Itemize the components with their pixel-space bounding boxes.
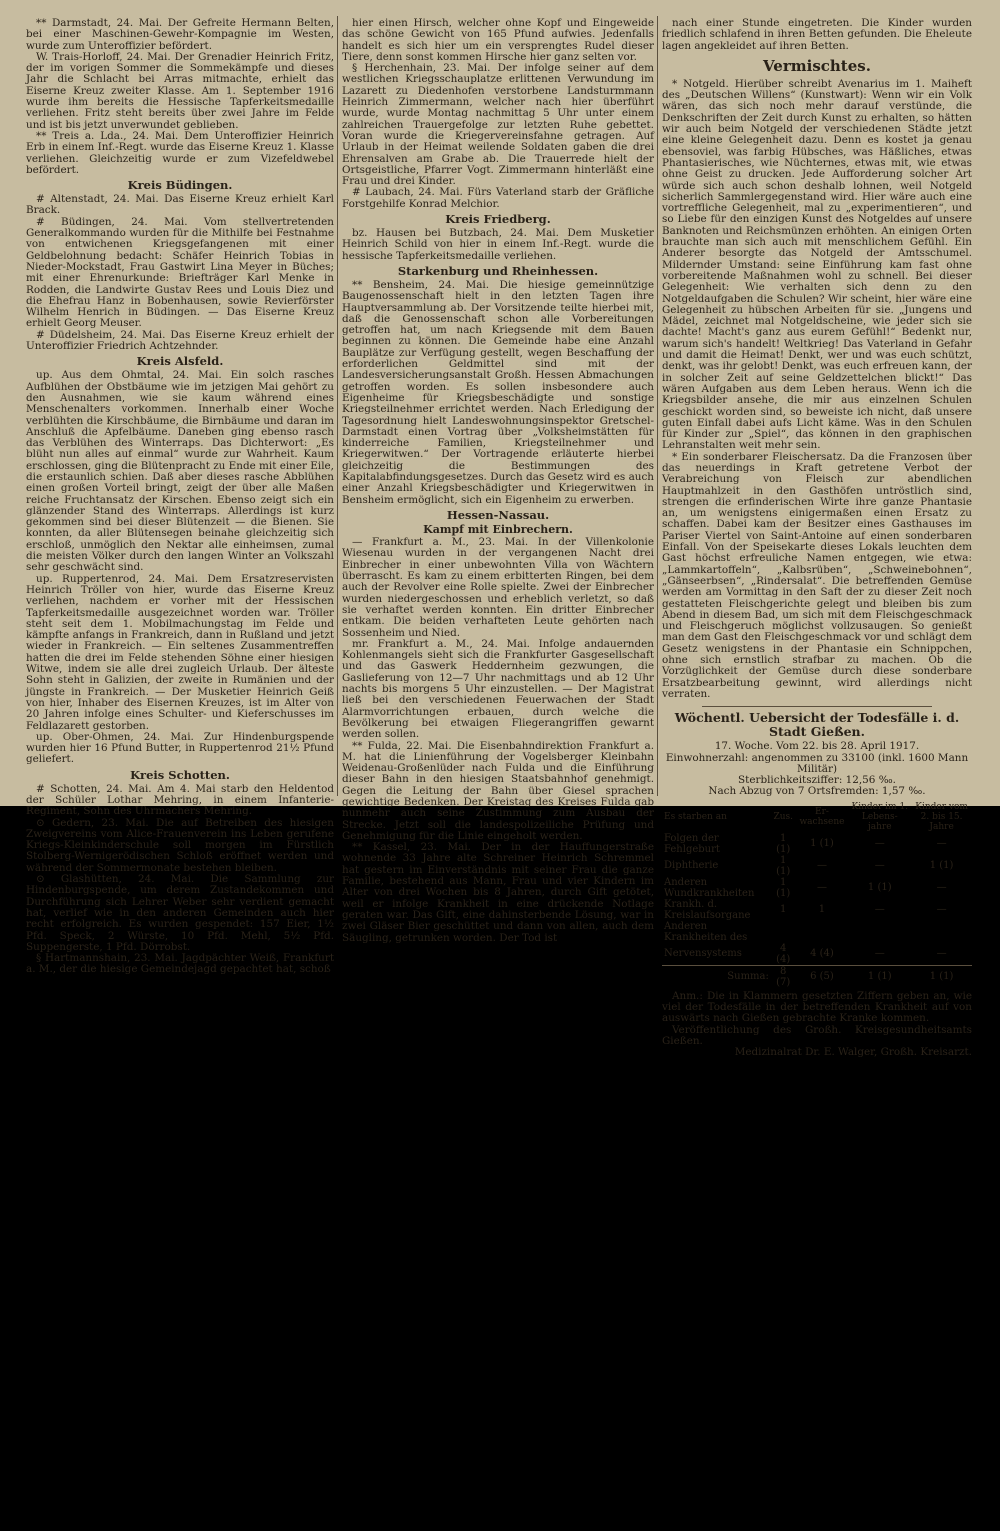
article-paragraph: ** Kassel, 23. Mai. Der in der Hauffungerstraße wohnende 33 Jahre alte Schreiner Heinrich Schremmel hat gestern im Einverständnis mit seiner Frau die ganze Familie, bestehend aus Mann, Frau und vier Kindern im Alter von drei Wochen bis 8 Jahren, durch Gift getötet, weil er infolge Krankheit in eine drückende Notlage geraten war. Das Gift, eine dahinsterbende Lösung, war in zwei Gläser Bier geschüttet und dann von allen, auch dem Säugling, getrunken worden. Der Tod ist [342,841,654,944]
table-row [662,899,972,921]
article-paragraph: up. Ober-Ohmen, 24. Mai. Zur Hindenburgspende wurden hier 16 Pfund Butter, in Ruppertenrod 21½ Pfund geliefert. [26,730,334,766]
section-heading: Starkenburg und Rheinhessen. [397,263,599,278]
column-3 [662,17,972,1059]
table-row [662,855,972,877]
table-cell: 1 (1) [848,965,911,988]
table-cell: 1 [780,904,787,916]
table-row [662,877,972,899]
stats-header-cell: Zus. [773,811,793,822]
stats-population: Einwohnerzahl: angenommen zu 33100 (inkl. 1600 Mann Militär) [665,751,969,775]
table-cell: 1 (1) [776,876,791,899]
table-cell: 1 (1) [929,860,954,872]
column-3-articles [662,18,972,700]
column-rule [337,16,338,796]
section-heading: Kreis Schotten. [130,767,230,782]
article-paragraph: § Herchenhain, 23. Mai. Der infolge seiner auf dem westlichen Kriegsschauplatze erlittenen Verwundung im Lazarett zu Diedenhofen verstorbene Landsturmmann Heinrich Zimmermann, welcher nach hier überführt wurde, wurde Montag nachmittag 5 Uhr unter einem zahlreichen Trauergefolge zur letzten Ruhe gebettet. Voran wurde die Kriegervereinsfahne getragen. Auf Urlaub in der Heimat weilende Soldaten gaben die drei Ehrensalven am Grabe ab. Die Trauerrede hielt der Ortsgeistliche, Pfarrer Vogt. Zimmermann hinterläßt eine Frau und drei Kinder. [342,62,654,188]
table-cell: 1 [818,904,826,916]
table-cell: — [874,838,885,850]
table-cell: Folgen der Fehlgeburt [664,832,720,855]
stats-publisher: Veröffentlichung des Großh. Kreisgesundheitsamts Gießen. [662,1023,972,1047]
table-cell [848,921,911,943]
section-heading: Kreis Friedberg. [445,212,551,227]
article-paragraph: * Ein sonderbarer Fleischersatz. Da die Franzosen über das neuerdings in Kraft getretene Verbot der Verabreichung von Fleisch zur abendlichen Hauptmahlzeit in den Gasthöfen untröstlich sind, strengen die erfinderischen Wirte ihre ganze Phantasie an, um wenigstens einigermaßen einen Ersatz zu schaffen. Dabei kam der Besitzer eines Gasthauses im Pariser Viertel von Saint-Antoine auf einen sonderbaren Einfall. Von der Speisekarte dieses Lokals leuchten dem Gast höchst erfreuliche Namen entgegen, wie etwa: „Lammkartoffeln“, „Kalbsrüben“, „Schweinebohnen“, „Gänseerbsen“, „Rindersalat“. Die betreffenden Gemüse werden am Vormittag in den Saft der zu dieser Zeit noch gestatteten Fleischgerichte gelegt und bleiben bis zum Abend in diesem Bad, um sich mit dem Fleischgeschmack und Fleischgeruch möglichst vollzusaugen. So genießt man dem Gast den Fleischgeschmack vor und schlägt dem Gesetz wenigstens in der Phantasie ein Schnippchen, ohne sich ernstlich strafbar zu machen. Ob die Vorzüglichkeit der Gemüse durch diese sonderbare Ersatzbearbeitung gewinnt, wird allerdings nicht verraten. [662,450,972,700]
article-paragraph: # Düdelsheim, 24. Mai. Das Eiserne Kreuz erhielt der Unteroffizier Friedrich Achtzehnder. [26,328,334,353]
table-cell: — [816,860,827,872]
table-row [662,833,972,855]
article-paragraph: up. Ruppertenrod, 24. Mai. Dem Ersatzreservisten Heinrich Tröller von hier, wurde das Eiserne Kreuz verliehen, nachdem er vorher mit der Hessischen Tapferkeitsmedaille ausgezeichnet worden war. Tröller steht seit dem 1. Mobilmachungstag im Felde und kämpfte anfangs in Frankreich, dann in Rußland und jetzt wieder in Frankreich. — Ein seltenes Zusammentreffen hatten die drei im Felde stehenden Söhne einer hiesigen Witwe, indem sie alle drei zugleich Urlaub. Der älteste Sohn steht in Galizien, der zweite in Rumänien und der jüngste in Frankreich. — Der Musketier Heinrich Geiß von hier, Inhaber des Eisernen Kreuzes, ist im Alter von 20 Jahren infolge eines Schulter- und Kieferschusses im Feldlazarett gestorben. [26,572,334,732]
article-paragraph: # Altenstadt, 24. Mai. Das Eiserne Kreuz erhielt Karl Brack. [26,193,334,217]
table-cell [796,921,849,943]
article-paragraph: mr. Frankfurt a. M., 24. Mai. Infolge andauernden Kohlenmangels sieht sich die Frankfurter Gasgesellschaft und das Gaswerk Heddernheim gezwungen, die Gaslieferung von 12—7 Uhr nachmittags und ab 12 Uhr nachts bis morgens 5 Uhr einzustellen. — Der Magistrat ließ bei den verschiedenen Feuerwachen der Stadt Alarmvorrichtungen erbauen, durch welche die Bevölkerung bei etwaigen Fliegerangriffen gewarnt werden sollen. [342,637,654,741]
table-cell: 8 (7) [771,965,796,988]
section-heading: Vermischtes. [763,56,871,75]
article-paragraph: up. Aus dem Ohmtal, 24. Mai. Ein solch rasches Aufblühen der Obstbäume wie im jetzigen Mai gehört zu den Ausnahmen, wie sie kaum während eines Menschenalters vorkommen. Innerhalb einer Woche verblühten die Kirschbäume, die Birnbäume und daran im Anschluß die Apfelbäume. Daneben ging ebenso rasch das Verblühen des Winterraps. Das Dichterwort: „Es blüht nun alles auf einmal“ wurde zur Wahrheit. Kaum erschlossen, ging die Blütenpracht zu Ende mit einer Eile, die erstaunlich schien. Daß aber dieses rasche Abblühen einen großen Vorteil bringt, zeigt der über alle Maßen reiche Fruchtansatz der Kirschen. Ebenso zeigt sich ein glänzender Stand des Winterraps. Allerdings ist kurz gekommen sind bei dieser Blütenzeit — die Bienen. Sie konnten, da aller Blütensegen beinahe gleichzeitig sich erschloß, unmöglich den Nektar alle einheimsen, zumal die meisten Völker durch den langen Winter an Volkszahl sehr geschwächt sind. [26,369,334,574]
article-paragraph: hier einen Hirsch, welcher ohne Kopf und Eingeweide das schöne Gewicht von 165 Pfund aufwies. Jedenfalls handelt es sich hier um ein versprengtes Rudel dieser Tiere, denn sonst kommen Hirsche hier ganz selten vor. [342,17,654,63]
stats-mortality: Sterblichkeitsziffer: 12,56 ‰. [738,774,896,787]
column-rule [657,16,658,796]
table-cell [771,921,796,943]
section-heading: Kreis Alsfeld. [136,354,224,369]
table-cell: 1 (1) [911,965,972,988]
stats-header-row [662,801,972,833]
table-cell: 1 (1) [810,838,834,850]
stats-signature: Medizinalrat Dr. E. Walger, Großh. Kreisarzt. [734,1046,972,1059]
stats-header-cell: Er-wachsene [799,806,845,827]
section-heading: Hessen-Nassau. [446,507,550,522]
table-cell: 4 (4) [810,948,834,960]
table-row [662,943,972,966]
table-cell: — [874,948,885,960]
article-paragraph: ⊙ Glashütten, 24. Mai. Die Sammlung zur Hindenburgspende, um derem Zustandekommen und Durchführung sich Lehrer Weber sehr verdient gemacht hat, verlief wie in den anderen Gemeinden auch hier recht erfolgreich. Es wurden gespendet: 157 Eier, 1½ Pfd. Speck, 2 Würste, 10 Pfd. Mehl, 5½ Pfd. Suppengerste, 1 Pfd. Dörrobst. [26,873,334,953]
divider [702,706,932,707]
table-cell: Diphtherie [664,860,719,872]
stats-body [662,833,972,988]
table-cell: 4 (4) [776,942,791,965]
table-cell [911,921,972,943]
column-1 [26,17,334,976]
article-paragraph: * Notgeld. Hierüber schreibt Avenarius im 1. Maiheft des „Deutschen Willens“ (Kunstwart): Wenn wir ein Volk wären, das sich noch mehr darauf verstünde, die Denkschriften der Zeit durch Kunst zu erhalten, so hätten wir auch beim Notgeld der verschiedenen Städte jetzt eine kleine Gelegenheit dazu. Denn es kostet ja genau ebensoviel, was farbig Hübsches, was Häßliches, etwas Phantasierisches, wie Nüchternes, etwas mit, wie etwas ohne Geist zu drucken. Jede Aufforderung solcher Art würde sich auch schon deshalb lohnen, weil Notgeld sicherlich Sammlergegenstand wird. Hier wäre auch eine vortreffliche Gelegenheit, mal zu „experimentieren“, und so Liebe für den einzigen Kunst des Notgeldes auf unsere Banknoten und Reichsmünzen erhöhten. An einigen Orten brauchte man sich auch mit menschlichem Gefühl. Ein Anderer besorgte das Notgeld der Amtsschumel. Mildernder Umstand: seine Einführung kam fast ohne vorbereitende Maßnahmen wohl zu schnell. Bei dieser Gelegenheit: Wie verhalten sich denn zu den Notgeldaufgaben die Schulen? Wir scheint, hier wäre eine Gelegenheit zu hübschen Arbeiten für sie. „Jungens und Mädel, zeichnet mal Notgeldscheine, wie jeder sich sie dachte! Macht's ganz aus eurem Gefühl!“ Bedenkt nur, warum sich's handelt! Weltkrieg! Das Vaterland in Gefahr und damit die Heimat! Denkt, wer und was euch schützt, denkt, was ihr gelobt! Denkt, was euch erfreuen kann, der in solcher Zeit auf seine Geldzettelchen blickt!“ Das wären Aufgaben aus dem Leben heraus. Wenn ich die Kriegsbilder ansehe, die mir aus einzelnen Schulen geschickt worden sind, so beweiste ich nicht, daß unsere guten Einfall dabei aufs Licht käme. Was in den Schulen für Kinder zur „Spiel“, das können in den graphischen Lehranstalten weit mehr sein. [662,77,972,452]
stats-header-cell: Es starben an [664,811,727,822]
table-sum-row [662,965,972,988]
stats-header-cell: Kinder im 1. Lebens-jahre [851,801,909,832]
article-paragraph: bz. Hausen bei Butzbach, 24. Mai. Dem Musketier Heinrich Schild von hier in einem Inf.-Regt. wurde die hessische Tapferkeitsmedaille verliehen. [342,227,654,262]
table-cell: Anderen Wundkrankheiten [664,876,755,899]
article-paragraph: ** Darmstadt, 24. Mai. Der Gefreite Hermann Belten, bei einer Maschinen-Gewehr-Kompagnie im Westen, wurde zum Unteroffizier befördert. [26,17,334,52]
article-paragraph: ** Treis a. Lda., 24. Mai. Dem Unteroffizier Heinrich Erb in einem Inf.-Regt. wurde das Eiserne Kreuz 1. Klasse verliehen. Gleichzeitig wurde er zum Vizefeldwebel befördert. [26,129,334,176]
table-row [662,921,972,943]
stats-title: Wöchentl. Uebersicht der Todesfälle i. d. Stadt Gießen. [674,710,960,740]
article-paragraph: ** Bensheim, 24. Mai. Die hiesige gemeinnützige Baugenossenschaft hielt in den letzten Tagen ihre Hauptversammlung ab. Der Vorsitzende teilte hierbei mit, daß die Genossenschaft schon alle Vorbereitungen getroffen hat, um nach Kriegsende mit dem Bauen beginnen zu können. Die Gemeinde habe eine Anzahl Bauplätze zur Verfügung gestellt, wegen Beschaffung der erforderlichen Geldmittel sind mit der Landesversicherungsanstalt Großh. Hessen Abmachungen getroffen worden. Es sollen insbesondere auch Eigenheime für Kriegsbeschädigte und sonstige Kriegsteilnehmer errichtet werden. Nach Erledigung der Tagesordnung hielt Landeswohnungsinspektor Gretschel-Darmstadt einen Vortrag über „Volksheimstätten für kinderreiche Familien, Kriegsteilnehmer und Kriegerwitwen.“ Der Vortragende erläuterte hierbei gleichzeitig die Bestimmungen des Kapitalabfindungsgesetzes. Durch das Gesetz wird es auch einer Anzahl Kriegsbeschädigter und Kriegerwitwen in Bensheim ermöglicht, sich ein Eigenheim zu erwerben. [342,278,654,506]
death-statistics [662,711,972,1058]
table-cell: — [936,838,947,850]
article-paragraph: § Hartmannshain, 23. Mai. Jagdpächter Weiß, Frankfurt a. M., der die hiesige Gemeindejagd gepachtet hat, schoß [26,952,334,976]
column-2 [342,17,654,944]
stats-week: 17. Woche. Vom 22. bis 28. April 1917. [714,740,920,753]
table-cell: Krankh. d. Kreislaufsorgane [664,898,751,921]
table-cell: — [816,882,827,894]
article-paragraph: ** Fulda, 22. Mai. Die Eisenbahndirektion Frankfurt a. M. hat die Linienführung der Vogelsberger Kleinbahn Weidenau-Großenlüder nach Fulda und die Einführung dieser Bahn in den hiesigen Staatsbahnhof genehmigt. Gegen die Leitung der Bahn über Giesel sprachen gewichtige Bedenken. Der Kreistag des Kreises Fulda gab nunmehr auch seine Zustimmung zum Ausbau der Strecke. Jetzt soll die landespolizeiliche Prüfung und Genehmigung für die Linie eingeholt werden. [342,739,654,842]
article-paragraph: # Büdingen, 24. Mai. Vom stellvertretenden Generalkommando wurden für die Mithilfe bei Festnahme von entwichenen Kriegsgefangenen mit einer Geldbelohnung bedacht: Schäfer Heinrich Tobias in Nieder-Mockstadt, Frau Gastwirt Lina Meyer in Büches; mit einer Ehrenurkunde: Briefträger Karl Menke in Rodden, die Landwirte Gustav Rees und Louis Diez und die Ehefrau Hanz in Bobenhausen, sowie Revierförster Wilhelm Henrich in Büdingen. — Das Eiserne Kreuz erhielt Georg Meuser. [26,215,334,330]
section-heading: Kreis Büdingen. [127,178,233,193]
table-cell: — [874,904,885,916]
table-cell: — [936,882,947,894]
table-cell: 1 (1) [776,854,791,877]
article-paragraph: W. Trais-Horloff, 24. Mai. Der Grenadier Heinrich Fritz, der im vorigen Sommer die Sommekämpfe und dieses Jahr die Schlacht bei Arras mitmachte, erhielt das Eiserne Kreuz zweiter Klasse. Am 1. September 1916 wurde ihm bereits die Hessische Tapferkeitsmedaille verliehen. Fritz steht bereits über zwei Jahre im Felde und ist bis jetzt unverwundet geblieben. [26,50,334,131]
table-cell: — [936,948,947,960]
article-paragraph: # Schotten, 24. Mai. Am 4. Mai starb den Heldentod der Schüler Lothar Mehring, in einem Infanterie-Regiment, Sohn des Uhrmachers Mehring. [26,782,334,818]
table-cell: — [874,860,885,872]
table-cell: — [936,904,947,916]
article-paragraph: — Frankfurt a. M., 23. Mai. In der Villenkolonie Wiesenau wurden in der vergangenen Nacht drei Einbrecher in einer unbewohnten Villa von Wächtern überrascht. Es kam zu einem erbitterten Ringen, bei dem auch der Revolver eine Rolle spielte. Zwei der Einbrecher wurden niedergeschossen und erheblich verletzt, so daß sie verhaftet werden konnten. Ein dritter Einbrecher entkam. Die beiden verhafteten Leute gehörten nach Sossenheim und Nied. [342,536,654,639]
stats-header-cell: Kinder vom 2. bis 15. Jahre [915,801,968,832]
article-paragraph: ⊙ Gedern, 23. Mai. Die auf Betreiben des hiesigen Zweigvereins vom Alice-Frauenverein ins Leben gerufene Kriegs-Kleinkinderschule soll morgen im Fürstlich Stolberg-Wernigerödischen Schloß eröffnet werden und während der Sommermonate bestehen bleiben. [26,816,334,874]
table-cell: Anderen Krankheiten des [664,920,748,943]
table-cell: 1 (1) [867,882,892,894]
article-paragraph: nach einer Stunde eingetreten. Die Kinder wurden friedlich schlafend in ihren Betten gefunden. Die Eheleute lagen angekleidet auf ihren Betten. [662,17,972,52]
table-cell: 6 (5) [796,965,849,988]
table-cell: Summa: [662,965,771,988]
article-paragraph: # Laubach, 24. Mai. Fürs Vaterland starb der Gräfliche Forstgehilfe Konrad Melchior. [342,186,654,210]
stats-note: Anm.: Die in Klammern gesetzten Ziffern geben an, wie viel der Todesfälle in der betreffenden Krankheit auf von auswärts nach Gießen gebrachte Kranke kommen. [662,989,972,1025]
stats-deduction: Nach Abzug von 7 Ortsfremden: 1,57 ‰. [708,785,926,798]
stats-table [662,801,972,988]
section-heading: Kampf mit Einbrechern. [423,522,573,536]
table-cell: Nervensystems [664,948,742,960]
table-cell: 1 (1) [776,832,791,855]
